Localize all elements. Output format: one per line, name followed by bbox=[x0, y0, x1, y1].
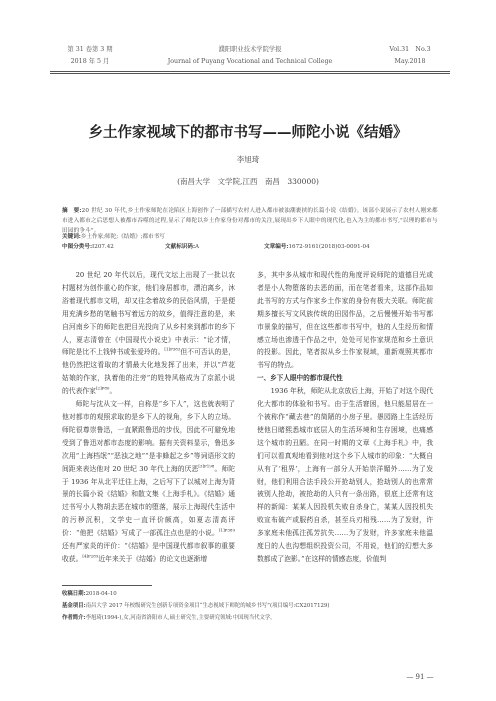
clc-number bbox=[62, 242, 114, 250]
abstract-text: 20 世纪 30 年代,乡土作家师陀在沦陷区上海创作了一部描写农村人进入都市被浊潮裹挟的长篇小说《结婚》。该部小说展示了农村人刚来都市进入都市之后思想人被都市吞噬的过程,显示了师陀以乡土作家身份对都市的关注,展现出乡下人眼中的现代化,也入为主的都市书写,"以理的都市与田园的争斗"。 bbox=[62, 208, 438, 235]
body-column-left bbox=[62, 269, 235, 566]
body-column-right bbox=[257, 269, 433, 566]
id-label: 文章编号: bbox=[264, 244, 289, 250]
page-number: — 91 — bbox=[406, 673, 434, 681]
paragraph-text: 20 世纪 20 年代以后，现代文坛上出现了一批以农村题材为创作重心的作家，他们身居都市，漂泊离乡，沐浴着现代都市文明，却又往念着故乡的民俗风情，于是便用充满乡愁的笔触书写着远方的故乡，值得注意的是，来自河南乡下的师陀也把目光投向了从乡村来到都市的乡下人，夏志清曾在《中国现代小说史》中表示：“论才情，师陀是比不上钱钟书或张爱玲的。 bbox=[62, 271, 235, 357]
article-id bbox=[264, 242, 370, 250]
paragraph bbox=[62, 269, 235, 398]
paragraph-text: 。师陀于 1936 年从北平迁往上海，之后写下了以城对上海为背景的长篇小说《结婚》和散文集《上海手札》。《结婚》通过书写小人物胡去恶在城市的堕落，展示上海现代生活中的污秽沉积，文学史一直评价颇高，如夏志清高评价：“他把《结婚》写成了一部孤注点也是的小说。 bbox=[62, 464, 235, 538]
paragraph-text: 。 bbox=[109, 387, 117, 396]
citation: [4]P289 bbox=[82, 553, 99, 559]
journal-volume-en bbox=[370, 44, 450, 68]
paragraph-text: 师陀与沈从文一样，自称是“乡下人”，这也就表明了他对都市的观照求取的是乡下人的视角，乡下人的立场。师陀很尊崇鲁迅，一直紧跟鲁迅的步伐，因此不可避免地受到了鲁迅对都市态度的影响。据有关资料显示，鲁迅多次用“上海档氓”“恶浊之地”“是非蜂起之乡”等词语形文的间距来表达他对 20 世纪 30 年代上海的厌恶 bbox=[62, 400, 235, 473]
keywords bbox=[62, 232, 165, 240]
publication-date: 2018 年 5 月 bbox=[70, 58, 110, 65]
citation: [2]P80 bbox=[95, 385, 110, 391]
keywords-text: 乡土作家;师陀;《结婚》;都市书写 bbox=[80, 234, 165, 240]
fund-label: 基金项目: bbox=[62, 603, 86, 609]
doc-value: A bbox=[195, 244, 200, 250]
journal-name-cn: 濮阳职业技术学院学报 bbox=[218, 46, 282, 53]
received-value: 2018-04-10 bbox=[85, 591, 117, 597]
citation: [1]P383 bbox=[164, 347, 181, 353]
journal-volume-info bbox=[50, 44, 130, 68]
author-bio-label: 作者简介: bbox=[62, 615, 86, 621]
received-date bbox=[62, 590, 442, 599]
paragraph-text: 近年来关于《结婚》的论文也逐渐增 bbox=[98, 554, 208, 563]
paragraph: 1936 年秋，师陀从北京放后上海，开始了对这个现代化大都市的体验和书写。由于生活窘困，他只能屈居在一个被称作“藏去巷”的简陋的小房子里。愚园路上生活经历使他日睹熙悉城市底层人的生活环境和生存困境，也痛感这个城市的丑陋。在同一时期的文章《上海手札》中，我们可以看真观地看到他对这个乡下人城市的印象：“大概自从有了‘租界’，上海有一部分人开始崇洋媚外……为了发财，他们利用合法手段公开抢劫别人，抢劫别人的也常常被别人抢劫，被抢劫的人只有一条出路，很底上还常有这样的新闻：某某人因投机失败自杀身亡，某某人因投机失败宣布破产或服药自杀，甚至兵刃相残……为了发财，许多家庭未他孤注孤芳抗失……为了发财，许多家庭未他温度日的人也沟想组织投资公司，不用说，他们的幻想大多数都成了泡影。”在这样的情感态度，价值判 bbox=[257, 387, 433, 563]
fund-info bbox=[62, 602, 442, 611]
journal-name-en: Journal of Puyang Vocational and Technical College bbox=[167, 58, 333, 65]
header-rule-top bbox=[50, 71, 450, 72]
doc-label: 文献标识码: bbox=[165, 244, 196, 250]
keywords-label: 关键词: bbox=[62, 234, 81, 240]
journal-name bbox=[150, 44, 350, 68]
paragraph bbox=[62, 398, 235, 566]
footnote-rule bbox=[62, 585, 152, 586]
author-bio-value: 李旭琦(1994-),女,河南省洛阳市人,硕士研究生,主要研究领域:中国现当代文学。 bbox=[85, 615, 276, 621]
author-name: 李旭琦 bbox=[236, 155, 260, 164]
paragraph-text: 但不可否认的是，他仍然把这看取的才情最大化地发挥了出来，并以“芦花姑娘的作家，执着他的注旁”的姓特风格成为了京派小说的代表作家 bbox=[62, 348, 236, 396]
doc-code bbox=[165, 242, 199, 250]
paragraph-text: 还有严家炎的评价：“《结婚》是中国现代都市叙事的重要收获。 bbox=[62, 542, 235, 563]
citation: [3]P198 bbox=[198, 463, 215, 469]
volume-issue: 第 31 卷第 3 期 bbox=[67, 46, 113, 53]
clc-value: I207.42 bbox=[92, 244, 114, 250]
received-label: 收稿日期: bbox=[62, 591, 86, 597]
volume-issue-en: Vol.31 No.3 bbox=[389, 46, 431, 53]
abstract-label: 摘 要: bbox=[62, 208, 82, 214]
author-affiliation: (南昌大学 文学院,江西 南昌 330000) bbox=[177, 177, 319, 186]
paragraph: 多，其中多从城市和现代性的角度评说师陀的道德目光或者是小人物堕落的去恶的面，而在笔者看来，这部作品如此书写的方式与作家乡土作家的身份有极大关联。师陀前期多擅长写文风族传统的田园作品，之后慢慢开始书写都市景象的描写，但在这些都市书写中，他的人生经历和情感立场也渗透于作品之中，处处可见作家规范和乡土意识的投影。因此，笔者拟从乡土作家视域，重新观照其都市书写的特点。 bbox=[257, 271, 433, 370]
article-title: 乡土作家视域下的都市书写——师陀小说《结婚》 bbox=[88, 125, 408, 141]
publication-date-en: May.2018 bbox=[394, 58, 426, 65]
fund-value: 南昌大学 2017 年校级研究生创新专项资金项目“生态视域下师陀的城乡书写”(项目编号:CX2017129) bbox=[85, 603, 330, 609]
header-rule-bottom bbox=[50, 73, 450, 74]
author-bio bbox=[62, 614, 442, 623]
section-heading: 一、乡下人眼中的都市现代性 bbox=[257, 374, 343, 383]
id-value: 1672-9161(2018)03-0091-04 bbox=[288, 244, 370, 250]
citation: [1]P389 bbox=[219, 527, 235, 533]
clc-label: 中图分类号: bbox=[62, 244, 93, 250]
